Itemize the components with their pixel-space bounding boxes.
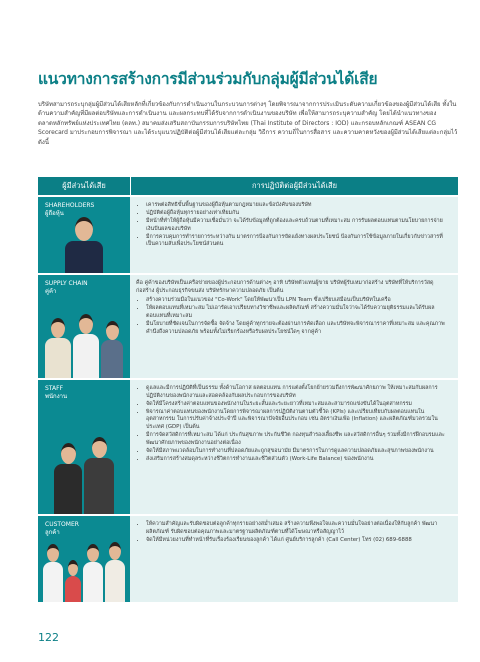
row-label-en: CUSTOMER [45,521,79,528]
table-row [38,273,458,378]
list-item: • ปฏิบัติต่อผู้ถือหุ้นทุกรายอย่างเท่าเทียมกัน [146,210,450,218]
page-number: 122 [38,631,59,644]
list-item: • จัดให้มีหน่วยงานที่ทำหน้าที่รับเรื่องร้องเรียนของลูกค้า ได้แก่ ศูนย์บริการลูกค้า (Call Center) โทร (02) 689-6888 [146,537,450,545]
row-label-en: SUPPLY CHAIN [45,280,88,287]
person-figure [73,314,99,378]
stakeholder-table [38,177,458,602]
row-content-cell [130,380,458,514]
header-stakeholder: ผู้มีส่วนได้เสีย [38,177,131,195]
intro-paragraph: บริษัทสามารถระบุกลุ่มผู้มีส่วนได้เสียหลักที่เกี่ยวข้องกับการดำเนินงานในกระบวนการต่างๆ โดยพิจารณาจากการประเมินระดับความเกี่ยวข้องของผู้มีส่วนได้เสีย ทั้งในด้านความสำคัญที่มีผลต่อบริษัทและการดำเนินงาน และผลกระทบที่ได้รับจากการดำเนินงานของบริษัท เพื่อให้สามารถระบุความสำคัญ โดยได้นำแนวทางของตลาดหลักทรัพย์แห่งประเทศไทย (ตลท.) สมาคมส่งเสริมสถาบันกรรมการบริษัทไทย (Thai Institute of Directors : IOD) และกรอบหลักเกณฑ์ ASEAN CG Scorecard มาประกอบการพิจารณา และได้ระบุแนวปฏิบัติต่อผู้มีส่วนได้เสียแต่ละกลุ่ม วิธีการ ความถี่ในการสื่อสาร และความคาดหวังของผู้มีส่วนได้เสียแต่ละกลุ่มไว้ดังนี้ [38,101,458,146]
list-item: • ดูแลและมีการปฏิบัติที่เป็นธรรม ทั้งด้านโอกาส ผลตอบแทน การแต่งตั้งโยกย้ายรวมถึงการพัฒนาศักยภาพ ให้เหมาะสมกับผลการปฏิบัติงานของพนักงานและสอดคล้องกับผลประกอบการของบริษัท [146,385,450,400]
row-content-cell [130,516,458,602]
table-row [38,195,458,273]
list-item: • ให้ผลตอบแทนที่เหมาะสม ไม่เอารัดเอาเปรียบทางวิชาชีพและผลิตภัณฑ์ สร้างความมั่นใจว่าจะได้รับความยุติธรรมและได้รับผลตอบแทนที่เหมาะสม [146,305,450,320]
list-item: • สร้างความร่วมมือในแนวของ "Co-Work" โดยให้พัฒนาเป็น LPN Team ซึ่งเปรียบเสมือนเป็นบริษัทในเครือ [146,297,450,305]
row-label-en: STAFF [45,385,64,392]
top-margin [0,0,480,30]
list-item: • จัดให้มีโครงสร้างค่าตอบแทนของพนักงานในระยะสั้นและระยะยาวที่เหมาะสมและสามารถแข่งขันได้ในอุตสาหกรรม [146,401,450,409]
list-item: • ส่งเสริมการสร้างสมดุลระหว่างชีวิตการทำงานและชีวิตส่วนตัว (Work-Life Balance) ของพนักงาน [146,456,450,464]
list-item: • ให้ความสำคัญและรับผิดชอบต่อลูกค้าทุกรายอย่างสม่ำเสมอ สร้างความพึงพอใจและความมั่นใจอย่างต่อเนื่องให้กับลูกค้า พัฒนาผลิตภัณฑ์ รับผิดชอบต่อคุณภาพและมาตรฐานผลิตภัณฑ์ตามที่ได้โฆษณาหรือสัญญาไว้ [146,521,450,536]
row-content-cell [130,197,458,273]
row-label-th: ลูกค้า [45,529,60,536]
list-item: • จัดให้มีสภาพแวดล้อมในการทำงานที่ปลอดภัยและถูกสุขอนามัย มีมาตรการในการดูแลความปลอดภัยและสุขภาพของพนักงาน [146,448,450,456]
list-item: • มีการควบคุมการทำรายการระหว่างกัน มาตรการป้องกันการขัดแย้งทางผลประโยชน์ ป้องกันการใช้ข้อมูลภายในเกี่ยวกับข่าวสารที่เป็นความลับเพื่อประโยชน์ส่วนตน [146,234,450,249]
person-figure [54,443,82,514]
list-item: • มีนโยบายที่ชัดเจนในการจัดซื้อ จัดจ้าง โดยคู่ค้าทุกรายจะต้องผ่านการคัดเลือก และบริษัทจะพิจารณาราคาที่เหมาะสม และคุณภาพ คำนึงถึงความปลอดภัย พร้อมทั้งไม่เรียกร้องหรือรับผลประโยชน์ใดๆ จากคู่ค้า [146,321,450,336]
row-label-en: SHAREHOLDERS [45,202,95,209]
row-intro: คือ คู่ค้าของบริษัทเป็นเครือข่ายของผู้ประกอบการด้านต่างๆ อาทิ บริษัทตัวแทนผู้ขาย บริษัทผู้รับเหมาก่อสร้าง บริษัทที่ให้บริการวัสดุก่อสร้าง ผู้ประกอบธุรกิจขนส่ง บริษัทรักษาความปลอดภัย เป็นต้น [136,280,434,294]
person-figure [83,544,103,602]
table-header [38,177,458,195]
person-figure [101,321,123,378]
row-label-cell [38,197,130,273]
header-practices: การปฏิบัติต่อผู้มีส่วนได้เสีย [251,181,338,190]
row-label-cell [38,516,130,602]
row-label-th: คู่ค้า [45,288,57,295]
person-figure [45,318,71,378]
shareholder-photo [38,217,130,273]
table-row [38,378,458,514]
person-figure [65,217,103,273]
person-figure [65,560,81,602]
page-title: แนวทางการสร้างการมีส่วนร่วมกับกลุ่มผู้มีส่วนได้เสีย [38,70,378,88]
row-label-th: ผู้ถือหุ้น [45,210,64,217]
customer-photo [38,542,130,602]
row-label-th: พนักงาน [45,393,68,400]
person-figure [43,544,63,602]
row-label-cell [38,380,130,514]
person-figure [84,437,114,514]
list-item: • มีหน้าที่ทำให้ผู้ถือหุ้นมีความเชื่อมั่นว่า จะได้รับข้อมูลที่ถูกต้องและครบถ้วนตามที่เหมาะสม การรับผลตอบแทนตามนโยบายการจ่ายเงินปันผลของบริษัท [146,218,450,233]
list-item: • พิจารณาค่าตอบแทนของพนักงานโดยการพิจารณาผลการปฏิบัติงานตามตัวชี้วัด (KPIs) และเปรียบเทียบกับผลตอบแทนในอุตสาหกรรม ในการปรับค่าจ้างประจำปี และพิจารณาปัจจัยอื่นประกอบ เช่น อัตราเงินเฟ้อ (Inflation) และผลิตภัณฑ์มวลรวมในประเทศ (GDP) เป็นต้น [146,409,450,432]
staff-photo [38,437,130,514]
row-label-cell [38,275,130,378]
supply-chain-photo [38,314,130,378]
person-figure [105,542,125,602]
table-row [38,514,458,602]
list-item: • เคารพต่อสิทธิขั้นพื้นฐานของผู้ถือหุ้นตามกฎหมายและข้อบังคับของบริษัท [146,202,450,210]
row-content-cell [130,275,458,378]
list-item: • มีการจัดสวัสดิการที่เหมาะสม ได้แก่ ประกันสุขภาพ ประกันชีวิต กองทุนสำรองเลี้ยงชีพ และสวัสดิการอื่นๆ รวมทั้งมีการฝึกอบรมและพัฒนาศักยภาพของพนักงานอย่างต่อเนื่อง [146,432,450,447]
